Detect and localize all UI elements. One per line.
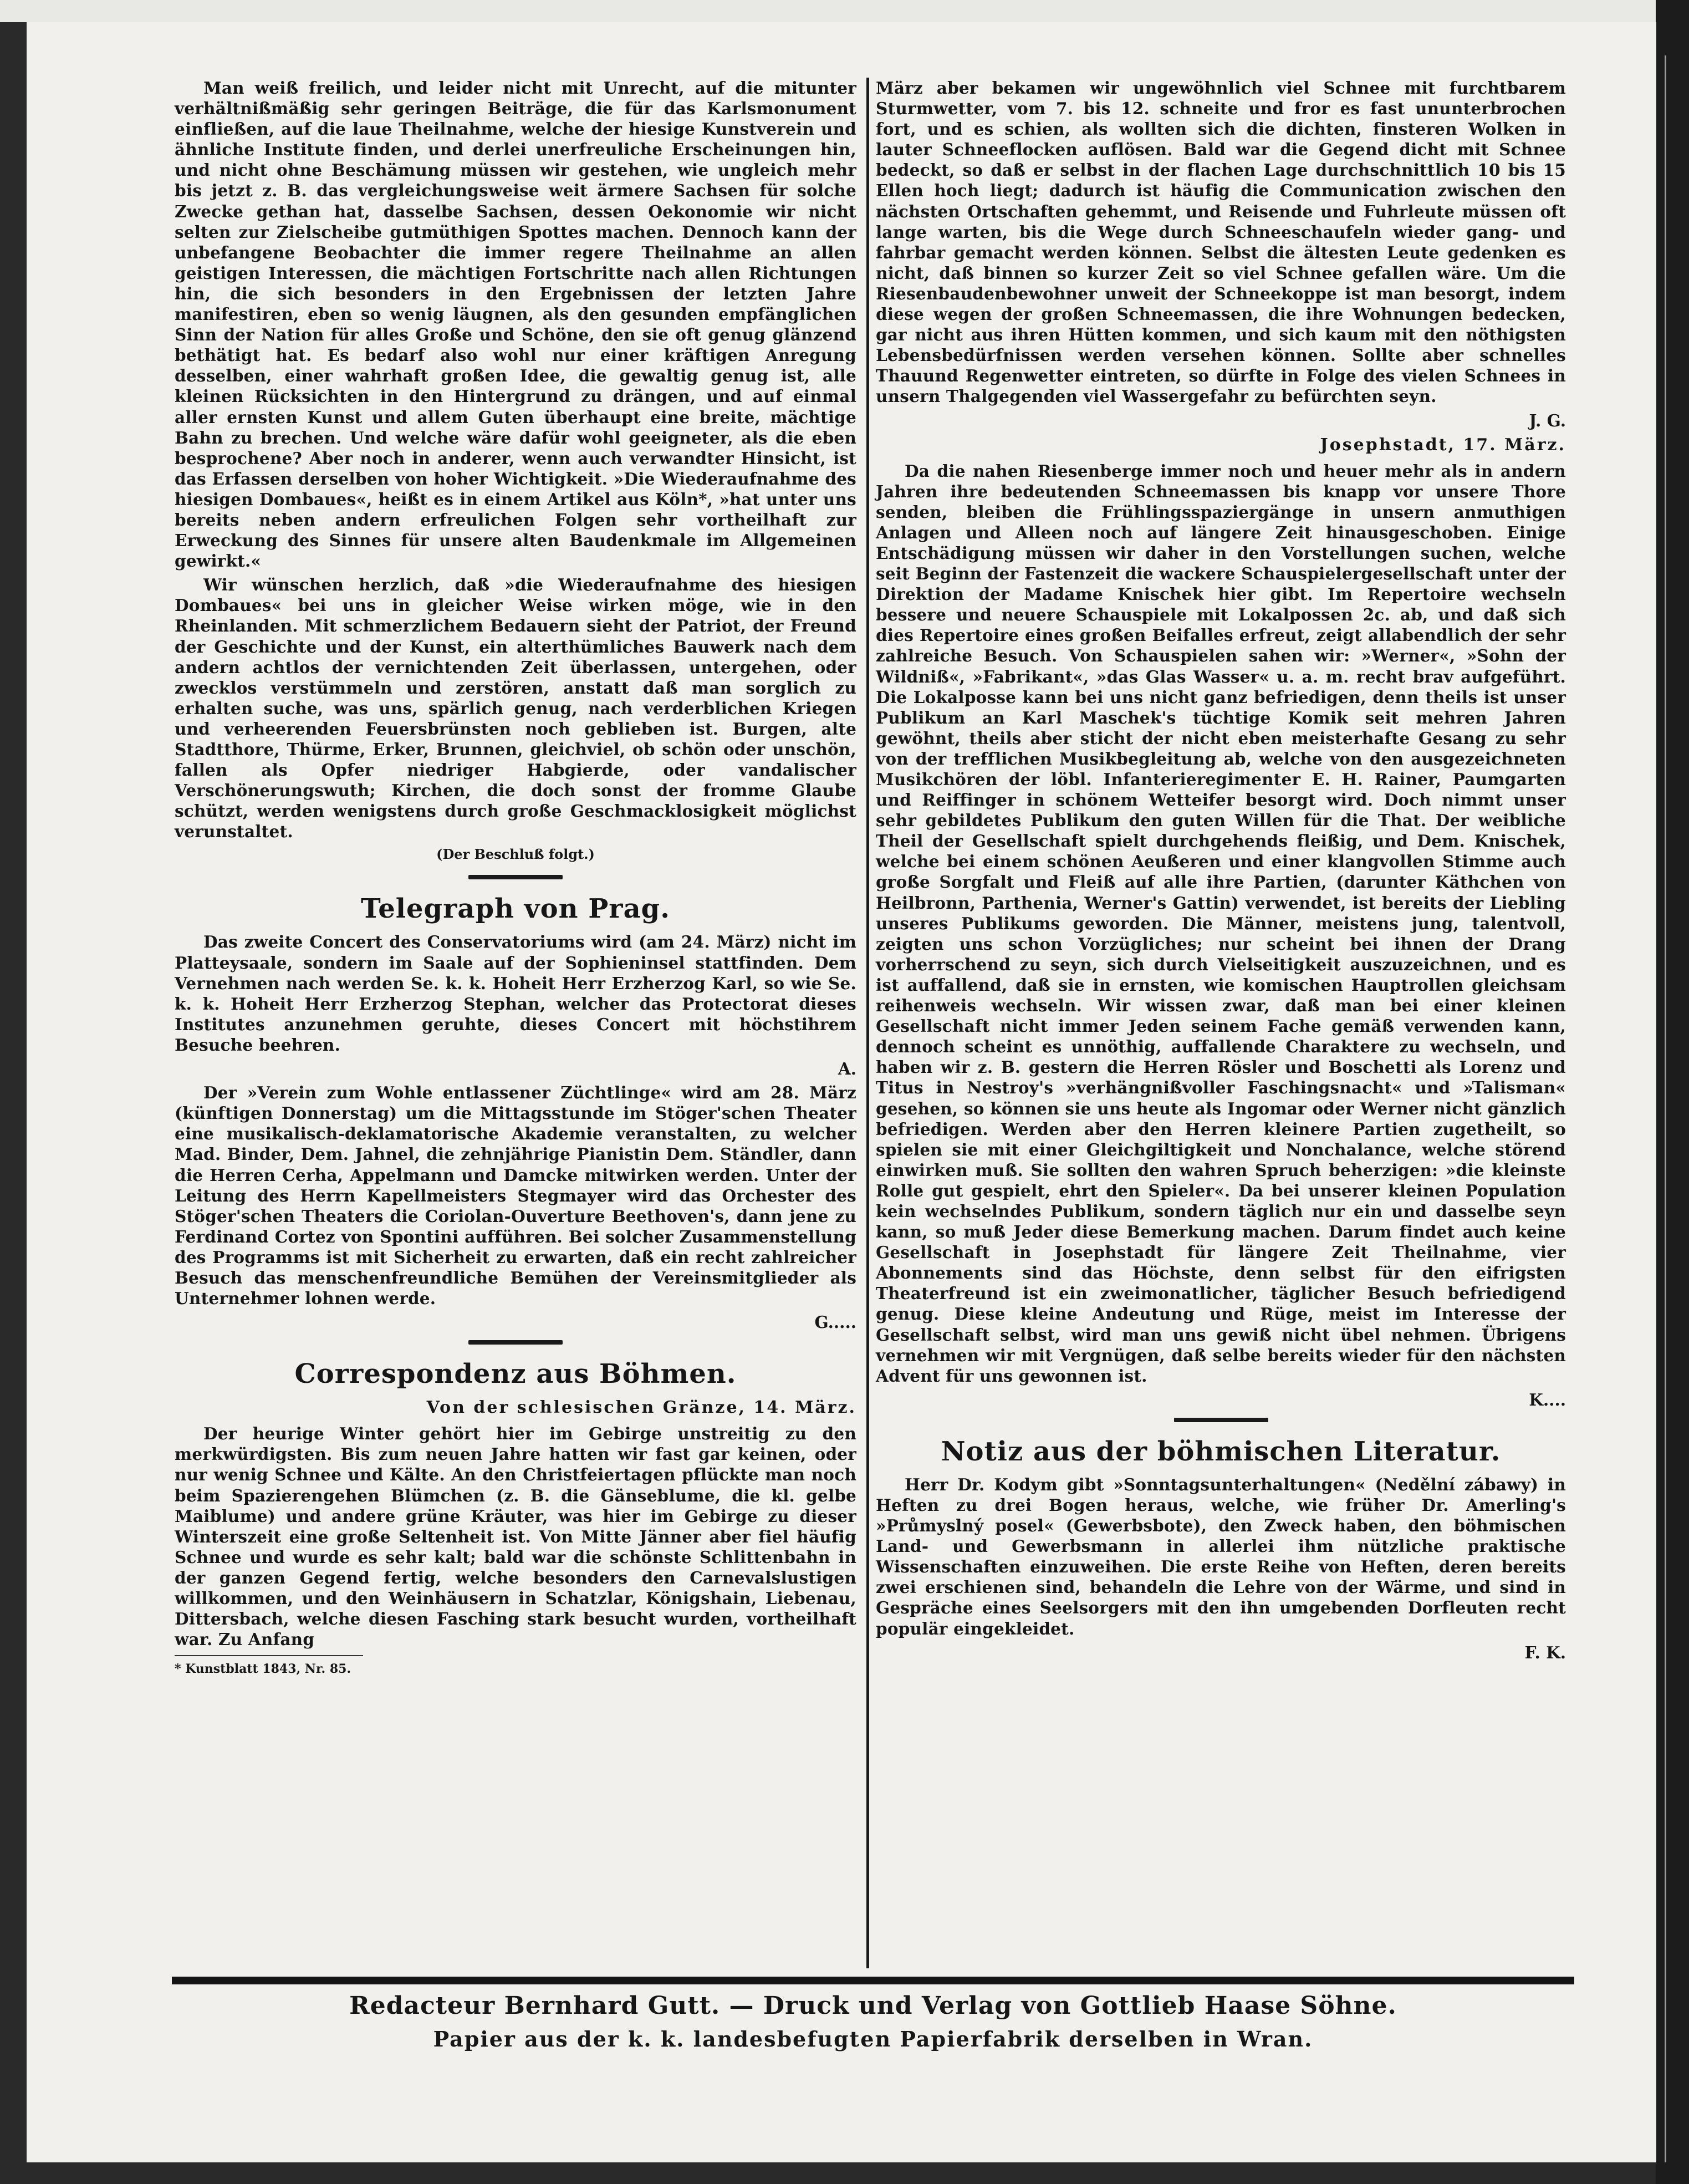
notiz-heading: Notiz aus der böhmischen Literatur. (941, 1435, 1501, 1467)
section-divider (1174, 1418, 1268, 1422)
notiz-signature: F. K. (1524, 1642, 1566, 1662)
scan-border-right (1656, 0, 1689, 2184)
section-divider (468, 1340, 563, 1345)
footnote-rule (175, 1655, 363, 1656)
article-paragraph: Wir wünschen herzlich, daß »die Wiederaufnahme des hiesigen Dombaues« bei uns in gleicher Weise wirken möge, wie in den Rheinlanden. Mit schmerzlichem Bedauern sieht der Patriot, der Freund der Geschichte und der Kunst, ein alterthümliches Bauwerk nach dem andern achtlos der vernichtenden Zeit überlassen, untergehen, oder zwecklos verstümmeln und zerstören, anstatt daß man sorglich zu erhalten suche, was uns, spärlich genug, nach verderblichen Kriegen und verheerenden Feuersbrünsten noch geblieben ist. Burgen, alte Stadtthore, Thürme, Erker, Brunnen, gleichviel, ob schön oder unschön, fallen als Opfer niedriger Habgierde, oder vandalischer Verschönerungswuth; Kirchen, die doch sonst der fromme Glaube schützt, werden wenigstens durch große Geschmacklosigkeit möglichst verunstaltet. (175, 575, 856, 842)
continuation-note: (Der Beschluß folgt.) (436, 846, 595, 863)
left-column (175, 78, 856, 1677)
notiz-paragraph: Herr Dr. Kodym gibt »Sonntagsunterhaltungen« (Nedělní zábawy) in Heften zu drei Bogen heraus, welche, wie früher Dr. Amerling's »Průmyslný posel« (Gewerbsbote), den Zweck haben, den böhmischen Land- und Gewerbsmann in allerlei ihm nützliche praktische Wissenschaften einzuweihen. Die erste Reihe von Heften, deren bereits zwei erschienen sind, behandeln die Lehre von der Wärme, und sind in Gespräche eines Seelsorgers mit den ihn umgebenden Dorfleuten recht populär eingekleidet. (876, 1474, 1566, 1638)
correspondence-heading: Correspondenz aus Böhmen. (294, 1358, 737, 1390)
imprint-editor-line: Redacteur Bernhard Gutt. — Druck und Verlag von Gottlieb Haase Söhne. (349, 1992, 1397, 2020)
telegraph-signature: A. (838, 1059, 856, 1079)
imprint-paper-line: Papier aus der k. k. landesbefugten Papierfabrik derselben in Wran. (433, 2027, 1313, 2051)
page-edge-line (1665, 55, 1666, 2162)
scan-border-top (0, 0, 1689, 22)
right-column (876, 78, 1566, 1666)
josephstadt-signature: K.... (1529, 1389, 1566, 1409)
josephstadt-paragraph: Da die nahen Riesenberge immer noch und heuer mehr als in andern Jahren ihre bedeutenden Schneemassen bis knapp vor unsere Thore senden, bleiben die Frühlingsspaziergänge in unsern anmuthigen Anlagen und Alleen noch auf längere Zeit hinausgeschoben. Einige Entschädigung müssen wir daher in den Vorstellungen suchen, welche seit Beginn der Fastenzeit die wackere Schauspielergesellschaft unter der Direktion der Madame Knischek hier gibt. Im Repertoire wechseln bessere und neuere Schauspiele mit Lokalpossen 2c. ab, und daß sich dies Repertoire eines großen Beifalles erfreut, zeigt allabendlich der sehr zahlreiche Besuch. Von Schauspielen sahen wir: »Werner«, »Sohn der Wildniß«, »Fabrikant«, »das Glas Wasser« u. a. m. recht brav aufgeführt. Die Lokalposse kann bei uns nicht ganz befriedigen, denn theils ist unser Publikum an Karl Maschek's tüchtige Komik seit mehren Jahren gewöhnt, theils aber sticht der nicht eben meisterhafte Gesang zu sehr von der trefflichen Musikbegleitung ab, welche von den ausgezeichneten Musikchören der löbl. Infanterieregimenter E. H. Rainer, Paumgarten und Reiffinger in schönem Wetteifer besorgt wird. Doch nimmt unser sehr gebildetes Publikum den guten Willen für die That. Der weibliche Theil der Gesellschaft spielt durchgehends fleißig, und Dem. Knischek, welche bei einem schönen Aeußeren und einer klangvollen Stimme auch große Sorgfalt und Fleiß auf alle ihre Partien, (darunter Käthchen von Heilbronn, Parthenia, Werner's Gattin) verwendet, ist bereits der Liebling unseres Publikums geworden. Die Männer, meistens jung, talentvoll, zeigten uns schon Vorzügliches; nur scheint bei ihnen der Drang vorherrschend zu seyn, sich durch Vielseitigkeit auszuzeichnen, und es ist auffallend, daß sie in ernsten, wie komischen Hauptrollen gleichsam reihenweis wechseln. Wir wissen zwar, daß man bei einer kleinen Gesellschaft nicht immer Jeden seinem Fache gemäß verwenden kann, dennoch scheint es unnöthig, auffallende Charaktere zu wechseln, und haben wir z. B. gestern die Herren Rösler und Boschetti als Lorenz und Titus in Nestroy's »verhängnißvoller Faschingsnacht« und »Talisman« gesehen, so können sie uns heute als Ingomar oder Werner nicht gänzlich befriedigen. Werden aber den Herren kleinere Partien zugetheilt, so spielen sie mit einer Gleichgiltigkeit und Nonchalance, welche störend einwirken muß. Sie sollten den wahren Spruch beherzigen: »die kleinste Rolle gut gespielt, ehrt den Spieler«. Da bei unserer kleinen Population kein wechselndes Publikum, sondern täglich nur ein und dasselbe seyn kann, so muß Jeder diese Bemerkung machen. Darum findet auch keine Gesellschaft in Josephstadt für längere Zeit Theilnahme, vier Abonnements sind das Höchste, denn selbst für den eifrigsten Theaterfreund ist ein zweimonatlicher, täglicher Besuch befriedigend genug. Diese kleine Andeutung und Rüge, meist im Interesse der Gesellschaft selbst, wird man uns gewiß nicht übel nehmen. Übrigens vernehmen wir mit Vergnügen, daß selbe bereits wieder für den nächsten Advent für uns gewonnen ist. (876, 461, 1566, 1386)
article-paragraph: Man weiß freilich, und leider nicht mit Unrecht, auf die mitunter verhältnißmäßig sehr geringen Beiträge, die für das Karlsmonument einfließen, auf die laue Theilnahme, welche der hiesige Kunstverein und ähnliche Institute finden, und derlei unerfreuliche Erscheinungen hin, und nicht ohne Beschämung müssen wir gestehen, wie ungleich mehr bis jetzt z. B. das vergleichungsweise weit ärmere Sachsen für solche Zwecke gethan hat, dasselbe Sachsen, dessen Oekonomie wir nicht selten zur Zielscheibe gutmüthigen Spottes machen. Dennoch kann der unbefangene Beobachter die immer regere Theilnahme an allen geistigen Interessen, die mächtigen Fortschritte nach allen Richtungen hin, die sich besonders in den Ergebnissen der letzten Jahre manifestiren, eben so wenig läugnen, als den gesunden empfänglichen Sinn der Nation für alles Große und Schöne, den sie oft genug glänzend bethätigt hat. Es bedarf also wohl nur einer kräftigen Anregung desselben, einer wahrhaft großen Idee, die gewaltig genug ist, alle kleinen Rücksichten in den Hintergrund zu drängen, und auf einmal aller ernsten Kunst und allem Guten überhaupt eine breite, mächtige Bahn zu brechen. Und welche wäre dafür wohl geeigneter, als die eben besprochene? Aber noch in anderer, wenn auch verwandter Hinsicht, ist das Erfassen derselben von hoher Wichtigkeit. »Die Wiederaufnahme des hiesigen Dombaues«, heißt es in einem Artikel aus Köln*, »hat unter uns bereits neben andern erfreulichen Folgen sehr vortheilhaft zur Erweckung des Sinnes für unsere alten Baudenkmale im Allgemeinen gewirkt.« (175, 78, 856, 571)
section-divider (468, 875, 563, 879)
telegraph-paragraph: Der »Verein zum Wohle entlassener Züchtlinge« wird am 28. März (künftigen Donnerstag) um die Mittagsstunde im Stöger'schen Theater eine musikalisch-deklamatorische Akademie veranstalten, zu welcher Mad. Binder, Dem. Jahnel, die zehnjährige Pianistin Dem. Ständler, dann die Herren Cerha, Appelmann und Damcke mitwirken werden. Unter der Leitung des Herrn Kapellmeisters Stegmayer wird das Orchester des Stöger'schen Theaters die Coriolan-Ouverture Beethoven's, dann jene zu Ferdinand Cortez von Spontini aufführen. Bei solcher Zusammenstellung des Programms ist mit Sicherheit zu erwarten, daß ein recht zahlreicher Besuch das menschenfreundliche Bemühen der Vereinsmitglieder als Unternehmer lohnen werde. (175, 1083, 856, 1309)
correspondence-dateline: Von der schlesischen Gränze, 14. März. (426, 1398, 856, 1418)
correspondence-signature: J. G. (1529, 410, 1566, 430)
telegraph-signature: G..... (814, 1312, 856, 1332)
imprint-rule (172, 1977, 1574, 1984)
text-columns (175, 78, 1577, 1974)
telegraph-paragraph: Das zweite Concert des Conservatoriums wird (am 24. März) nicht im Platteysaale, sondern im Saale auf der Sophieninsel stattfinden. Dem Vernehmen nach werden Se. k. k. Hoheit Herr Erzherzog Karl, so wie Se. k. k. Hoheit Herr Erzherzog Stephan, welcher das Protectorat dieses Institutes anzunehmen geruhte, dieses Concert mit höchstihrem Besuche beehren. (175, 932, 856, 1055)
correspondence-paragraph-continued: März aber bekamen wir ungewöhnlich viel Schnee mit furchtbarem Sturmwetter, vom 7. bis 12. schneite und fror es fast ununterbrochen fort, und es schien, als wollten sich die dichten, finsteren Wolken in lauter Schneeflocken auflösen. Bald war die Gegend dicht mit Schnee bedeckt, so daß er selbst in der flachen Lage durchschnittlich 10 bis 15 Ellen hoch liegt; dadurch ist häufig die Communication zwischen den nächsten Ortschaften gehemmt, und Reisende und Fuhrleute müssen oft lange warten, bis die Wege durch Schneeschaufeln wieder gang- und fahrbar gemacht werden können. Selbst die ältesten Leute gedenken es nicht, daß binnen so kurzer Zeit so viel Schnee gefallen wäre. Um die Riesenbaudenbewohner unweit der Schneekoppe ist man besorgt, indem diese wegen der großen Schneemassen, die ihre Wohnungen bedecken, gar nicht aus ihren Hütten kommen, und sich kaum mit den nöthigsten Lebensbedürfnissen werden versehen können. Sollte aber schnelles Thauund Regenwetter eintreten, so dürfte in Folge des vielen Schnees in unsern Thalgegenden viel Wassergefahr zu befürchten seyn. (876, 78, 1566, 406)
footnote: * Kunstblatt 1843, Nr. 85. (175, 1662, 351, 1677)
josephstadt-dateline: Josephstadt, 17. März. (1320, 435, 1566, 455)
correspondence-paragraph: Der heurige Winter gehört hier im Gebirge unstreitig zu den merkwürdigsten. Bis zum neuen Jahre hatten wir fast gar keinen, oder nur wenig Schnee und Kälte. An den Christfeiertagen pflückte man noch beim Spazierengehen Blümchen (z. B. die Gänseblume, die kl. gelbe Maiblume) und andere grüne Kräuter, was hier im Gebirge zu dieser Winterszeit eine große Seltenheit ist. Von Mitte Jänner aber fiel häufig Schnee und wurde es sehr kalt; bald war die schönste Schlittenbahn in der ganzen Gegend fertig, welche besonders den Carnevalslustigen willkommen, und den Weinhäusern in Schatzlar, Königshain, Liebenau, Dittersbach, welche diesen Fasching stark besucht wurden, vortheilhaft war. Zu Anfang (175, 1424, 856, 1650)
column-separator (866, 78, 869, 1968)
telegraph-heading: Telegraph von Prag. (361, 893, 670, 925)
